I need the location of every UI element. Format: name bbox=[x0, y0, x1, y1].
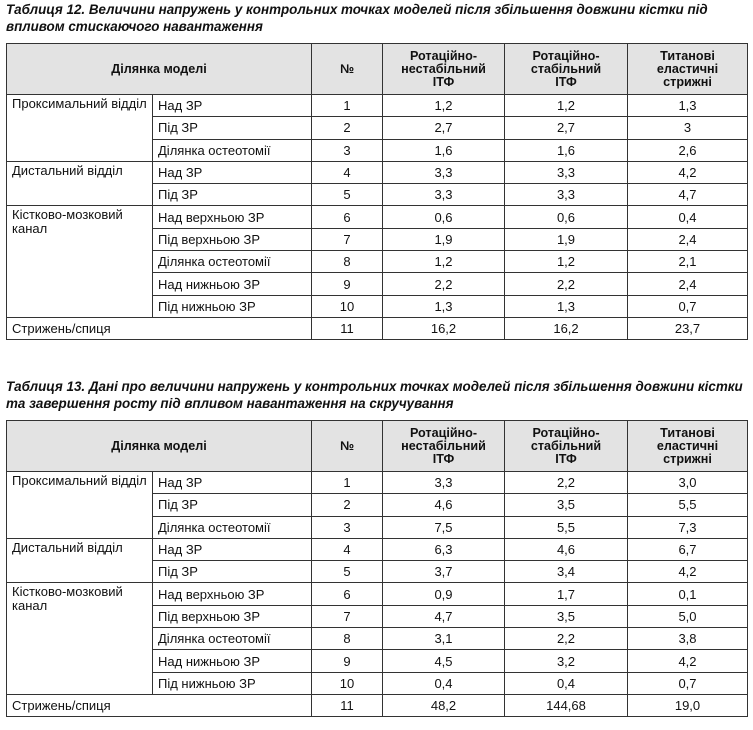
group-label: Проксимальний відділ bbox=[7, 472, 153, 539]
group-label: Кістково-мозковий канал bbox=[7, 206, 153, 317]
value-cell: 2,4 bbox=[628, 273, 748, 295]
value-cell: 5,0 bbox=[628, 605, 748, 627]
value-cell: 3,3 bbox=[383, 184, 505, 206]
value-cell: 48,2 bbox=[383, 694, 505, 716]
row-label: Ділянка остеотомії bbox=[153, 628, 312, 650]
value-cell: 1,9 bbox=[505, 228, 628, 250]
row-label: Під верхньою ЗР bbox=[153, 605, 312, 627]
value-cell: 0,6 bbox=[505, 206, 628, 228]
row-label: Під ЗР bbox=[153, 117, 312, 139]
value-cell: 1,2 bbox=[383, 95, 505, 117]
row-label: Під верхньою ЗР bbox=[153, 228, 312, 250]
value-cell: 16,2 bbox=[505, 317, 628, 339]
row-label: Над ЗР bbox=[153, 538, 312, 560]
value-cell: 1,3 bbox=[505, 295, 628, 317]
value-cell: 2,2 bbox=[505, 273, 628, 295]
group-label: Дистальний відділ bbox=[7, 538, 153, 583]
header-num: № bbox=[312, 421, 383, 472]
value-cell: 2,1 bbox=[628, 251, 748, 273]
value-cell: 3,5 bbox=[505, 605, 628, 627]
value-cell: 4,5 bbox=[383, 650, 505, 672]
row-number: 1 bbox=[312, 95, 383, 117]
value-cell: 3 bbox=[628, 117, 748, 139]
row-number: 8 bbox=[312, 251, 383, 273]
value-cell: 3,3 bbox=[383, 161, 505, 183]
header-col1: Ротаційно- нестабільний ІТФ bbox=[383, 44, 505, 95]
value-cell: 1,7 bbox=[505, 583, 628, 605]
value-cell: 3,7 bbox=[383, 561, 505, 583]
table-12-caption-text: Величини напружень у контрольних точках моделей після збільшення довжини кістки під впливом стискаючого навантаження bbox=[6, 2, 708, 34]
group-label: Дистальний відділ bbox=[7, 161, 153, 206]
value-cell: 3,5 bbox=[505, 494, 628, 516]
row-number: 3 bbox=[312, 139, 383, 161]
row-number: 2 bbox=[312, 117, 383, 139]
header-col3: Титанові еластичні стрижні bbox=[628, 421, 748, 472]
row-label: Під нижньою ЗР bbox=[153, 295, 312, 317]
group-label: Кістково-мозковий канал bbox=[7, 583, 153, 694]
value-cell: 0,9 bbox=[383, 583, 505, 605]
value-cell: 6,3 bbox=[383, 538, 505, 560]
value-cell: 0,4 bbox=[383, 672, 505, 694]
value-cell: 5,5 bbox=[505, 516, 628, 538]
value-cell: 3,3 bbox=[505, 161, 628, 183]
row-label: Над нижньою ЗР bbox=[153, 650, 312, 672]
value-cell: 7,5 bbox=[383, 516, 505, 538]
table-header-row bbox=[7, 44, 748, 95]
value-cell: 1,9 bbox=[383, 228, 505, 250]
table-12 bbox=[6, 43, 748, 340]
header-col1: Ротаційно- нестабільний ІТФ bbox=[383, 421, 505, 472]
table-row bbox=[7, 472, 748, 494]
value-cell: 3,3 bbox=[505, 184, 628, 206]
table-row bbox=[7, 694, 748, 716]
value-cell: 3,3 bbox=[383, 472, 505, 494]
table-header-row bbox=[7, 421, 748, 472]
group-label: Проксимальний відділ bbox=[7, 95, 153, 162]
value-cell: 3,4 bbox=[505, 561, 628, 583]
row-number: 9 bbox=[312, 273, 383, 295]
row-number: 6 bbox=[312, 206, 383, 228]
value-cell: 0,4 bbox=[628, 206, 748, 228]
row-number: 8 bbox=[312, 628, 383, 650]
row-number: 3 bbox=[312, 516, 383, 538]
value-cell: 0,4 bbox=[505, 672, 628, 694]
row-number: 11 bbox=[312, 694, 383, 716]
table-12-caption bbox=[6, 1, 748, 35]
row-number: 4 bbox=[312, 538, 383, 560]
row-number: 5 bbox=[312, 184, 383, 206]
row-label: Стрижень/спиця bbox=[7, 694, 312, 716]
value-cell: 1,2 bbox=[383, 251, 505, 273]
value-cell: 1,3 bbox=[383, 295, 505, 317]
row-number: 7 bbox=[312, 605, 383, 627]
value-cell: 0,6 bbox=[383, 206, 505, 228]
header-num: № bbox=[312, 44, 383, 95]
value-cell: 2,7 bbox=[505, 117, 628, 139]
table-row bbox=[7, 317, 748, 339]
row-number: 7 bbox=[312, 228, 383, 250]
table-13-caption bbox=[6, 378, 748, 412]
row-label: Над верхньою ЗР bbox=[153, 206, 312, 228]
row-number: 9 bbox=[312, 650, 383, 672]
value-cell: 0,7 bbox=[628, 672, 748, 694]
value-cell: 2,2 bbox=[505, 472, 628, 494]
row-label: Ділянка остеотомії bbox=[153, 251, 312, 273]
value-cell: 3,1 bbox=[383, 628, 505, 650]
row-label: Під ЗР bbox=[153, 494, 312, 516]
row-label: Під ЗР bbox=[153, 561, 312, 583]
table-row bbox=[7, 538, 748, 560]
table-row bbox=[7, 583, 748, 605]
value-cell: 5,5 bbox=[628, 494, 748, 516]
row-number: 1 bbox=[312, 472, 383, 494]
row-number: 11 bbox=[312, 317, 383, 339]
value-cell: 3,0 bbox=[628, 472, 748, 494]
value-cell: 3,8 bbox=[628, 628, 748, 650]
value-cell: 2,7 bbox=[383, 117, 505, 139]
value-cell: 19,0 bbox=[628, 694, 748, 716]
table-13-caption-text: Дані про величини напружень у контрольних точках моделей після збільшення довжини кістки та завершення росту під впливом навантаження на скручування bbox=[6, 379, 743, 411]
value-cell: 4,7 bbox=[383, 605, 505, 627]
value-cell: 4,2 bbox=[628, 650, 748, 672]
value-cell: 1,3 bbox=[628, 95, 748, 117]
value-cell: 7,3 bbox=[628, 516, 748, 538]
value-cell: 0,1 bbox=[628, 583, 748, 605]
value-cell: 2,2 bbox=[505, 628, 628, 650]
header-area: Ділянка моделі bbox=[7, 44, 312, 95]
value-cell: 144,68 bbox=[505, 694, 628, 716]
table-13 bbox=[6, 420, 748, 717]
table-row bbox=[7, 161, 748, 183]
row-label: Під ЗР bbox=[153, 184, 312, 206]
value-cell: 3,2 bbox=[505, 650, 628, 672]
value-cell: 4,2 bbox=[628, 561, 748, 583]
value-cell: 2,6 bbox=[628, 139, 748, 161]
header-col3: Титанові еластичні стрижні bbox=[628, 44, 748, 95]
value-cell: 1,2 bbox=[505, 251, 628, 273]
table-12-caption-number: Таблиця 12. bbox=[6, 2, 86, 17]
row-number: 10 bbox=[312, 295, 383, 317]
value-cell: 4,2 bbox=[628, 161, 748, 183]
header-area: Ділянка моделі bbox=[7, 421, 312, 472]
value-cell: 4,7 bbox=[628, 184, 748, 206]
row-label: Ділянка остеотомії bbox=[153, 516, 312, 538]
row-number: 4 bbox=[312, 161, 383, 183]
row-label: Над верхньою ЗР bbox=[153, 583, 312, 605]
value-cell: 2,4 bbox=[628, 228, 748, 250]
table-row bbox=[7, 95, 748, 117]
value-cell: 1,6 bbox=[383, 139, 505, 161]
value-cell: 23,7 bbox=[628, 317, 748, 339]
row-label: Над ЗР bbox=[153, 95, 312, 117]
value-cell: 4,6 bbox=[505, 538, 628, 560]
row-label: Під нижньою ЗР bbox=[153, 672, 312, 694]
row-number: 10 bbox=[312, 672, 383, 694]
row-label: Ділянка остеотомії bbox=[153, 139, 312, 161]
row-number: 5 bbox=[312, 561, 383, 583]
table-13-caption-number: Таблиця 13. bbox=[6, 379, 86, 394]
row-number: 6 bbox=[312, 583, 383, 605]
row-label: Над ЗР bbox=[153, 472, 312, 494]
value-cell: 1,6 bbox=[505, 139, 628, 161]
header-col2: Ротаційно- стабільний ІТФ bbox=[505, 421, 628, 472]
value-cell: 6,7 bbox=[628, 538, 748, 560]
value-cell: 4,6 bbox=[383, 494, 505, 516]
row-label: Стрижень/спиця bbox=[7, 317, 312, 339]
value-cell: 2,2 bbox=[383, 273, 505, 295]
row-label: Над нижньою ЗР bbox=[153, 273, 312, 295]
value-cell: 1,2 bbox=[505, 95, 628, 117]
row-number: 2 bbox=[312, 494, 383, 516]
header-col2: Ротаційно- стабільний ІТФ bbox=[505, 44, 628, 95]
row-label: Над ЗР bbox=[153, 161, 312, 183]
table-row bbox=[7, 206, 748, 228]
value-cell: 16,2 bbox=[383, 317, 505, 339]
value-cell: 0,7 bbox=[628, 295, 748, 317]
